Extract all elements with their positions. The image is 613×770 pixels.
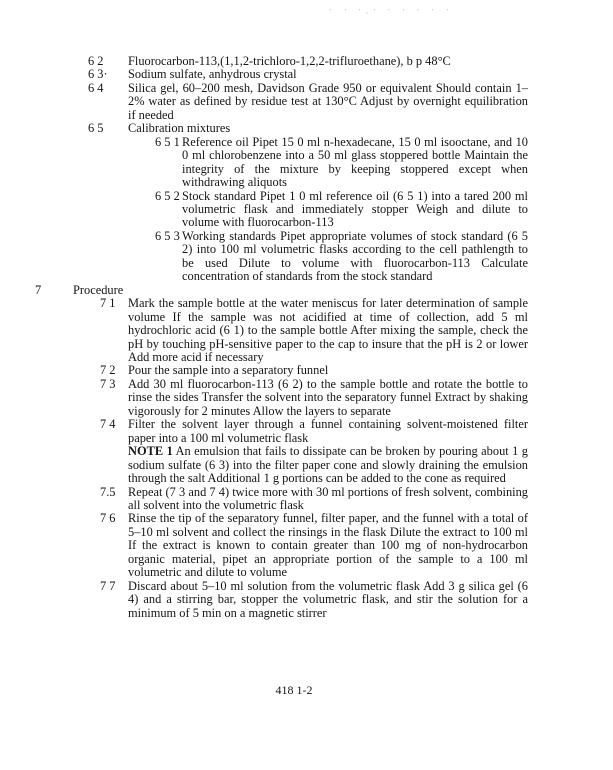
item-text: Mark the sample bottle at the water meniscus for later determination of sample volume If the sample was not acidified at time of collection, add 5 ml hydrochloric acid (6 1) to the sample bottle After mixing the sample, check the pH by touching pH-sensitive paper to the cap to insure that the pH is 2 or lower Add more acid if necessary (128, 296, 528, 364)
list-item (0, 364, 528, 377)
page-footer (0, 684, 613, 697)
list-item (0, 297, 528, 364)
item-text: Rinse the tip of the separatory funnel, filter paper, and the funnel with a total of 5–10 ml solvent and collect the rinsings in the flask Dilute the extract to 100 ml If the extract is known to contain greater than 100 mg of non-hydrocarbon organic material, pipet an appropriate portion of the sample to a 100 ml volumetric and dilute to volume (128, 511, 528, 580)
item-text: Working standards Pipet appropriate volumes of stock standard (6 5 2) into 100 ml volumetric flasks according to the cell pathlength to be used Dilute to volume with fluorocarbon-113 Calculate concentration of standards from the stock standard (182, 228, 528, 284)
item-number: 6 4 (88, 80, 104, 95)
section-title: Procedure (73, 282, 124, 297)
document-page (0, 55, 613, 620)
item-number: 7 3 (100, 376, 116, 391)
item-number: 6 2 (88, 54, 104, 68)
item-text: Fluorocarbon-113,(1,1,2-trichloro-1,2,2-trifluroethane), b p 48°C (128, 54, 451, 68)
item-number: 6 3· (88, 67, 108, 82)
item-number: 7 1 (100, 296, 116, 311)
item-text: Stock standard Pipet 1 0 ml reference oil (6 5 1) into a tared 200 ml volumetric flask and immediately stopper Weigh and dilute to volume with fluorocarbon-113 (182, 188, 528, 230)
section-heading (0, 284, 613, 297)
list-item (0, 418, 528, 445)
item-number: 7 7 (100, 578, 116, 593)
item-number: 7.5 (100, 484, 116, 499)
item-text: Reference oil Pipet 15 0 ml n-hexadecane, 15 0 ml isooctane, and 10 0 ml chlorobenzene into a 50 ml glass stoppered bottle Maintain the integrity of the mixture by keeping stoppered except when withdrawing aliquots (182, 134, 528, 190)
list-item (0, 580, 528, 620)
sub-item (0, 230, 528, 284)
scan-marks: ' ' ',' ' ' ' ' ' (330, 9, 454, 15)
item-text: Calibration mixtures (128, 121, 231, 136)
item-text: Pour the sample into a separatory funnel (128, 363, 329, 378)
sub-item (0, 136, 528, 190)
list-item (0, 122, 528, 135)
item-number: 6 5 1 (155, 134, 180, 149)
item-number: 6 5 3 (155, 228, 180, 243)
item-number: 7 2 (100, 363, 116, 378)
page-number: 418 1-2 (275, 683, 313, 697)
sub-item (0, 190, 528, 230)
note-label: NOTE 1 (128, 444, 173, 459)
list-item (0, 486, 528, 513)
list-item (0, 512, 528, 579)
item-text: Silica gel, 60–200 mesh, Davidson Grade 950 or equivalent Should contain 1–2% water as defined by residue test at 130°C Adjust by overnight equilibration if needed (128, 80, 528, 122)
note (0, 445, 528, 485)
list-item (0, 82, 528, 122)
list-item (0, 68, 528, 81)
item-text: Add 30 ml fluorocarbon-113 (6 2) to the sample bottle and rotate the bottle to rinse the sides Transfer the solvent into the separatory funnel Extract by shaking vigorously for 2 minutes Allow the layers to separate (128, 376, 528, 418)
item-number: 6 5 2 (155, 188, 180, 203)
item-text: Repeat (7 3 and 7 4) twice more with 30 ml portions of fresh solvent, combining all solvent into the volumetric flask (128, 484, 528, 512)
item-number: 7 6 (100, 511, 116, 526)
item-text: Filter the solvent layer through a funnel containing solvent-moistened filter paper into a 100 ml volumetric flask (128, 417, 528, 445)
list-item (0, 378, 528, 418)
item-text: Sodium sulfate, anhydrous crystal (128, 67, 297, 82)
item-text: Discard about 5–10 ml solution from the volumetric flask Add 3 g silica gel (6 4) and a stirring bar, stopper the volumetric flask, and stir the solution for a minimum of 5 min on a magnetic stirrer (128, 578, 528, 620)
note-text: An emulsion that fails to dissipate can be broken by pouring about 1 g sodium sulfate (6 3) into the filter paper cone and slowly draining the emulsion through the salt Additional 1 g portions can be added to the cone as required (128, 444, 528, 486)
list-item (0, 55, 528, 68)
section-number: 7 (35, 282, 42, 297)
item-number: 7 4 (100, 417, 116, 432)
item-number: 6 5 (88, 121, 104, 136)
